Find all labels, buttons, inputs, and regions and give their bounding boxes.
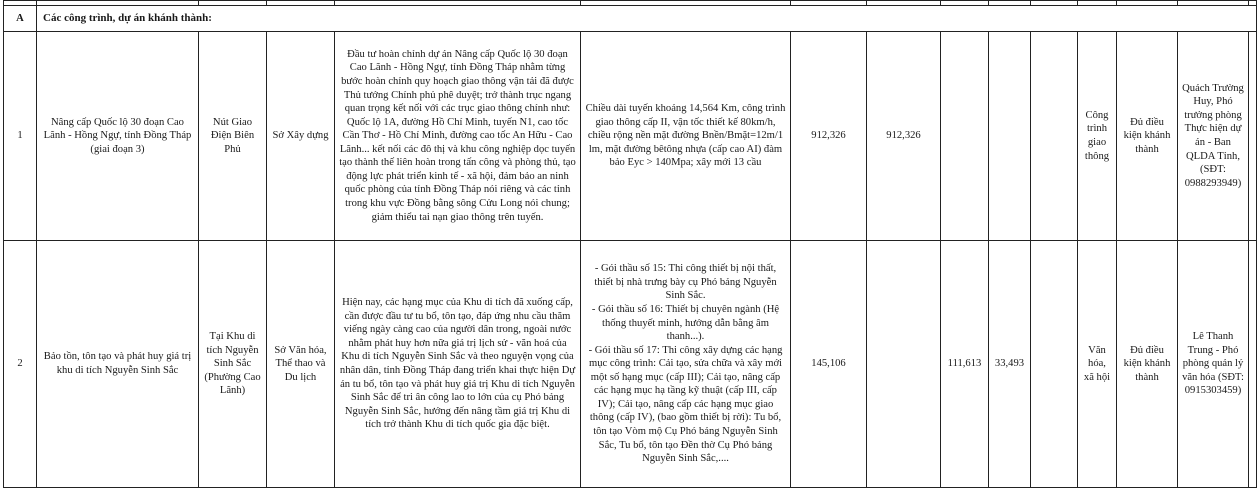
capital-value-5 [1249,32,1257,241]
project-location: Nút Giao Điện Biên Phủ [199,32,267,241]
capital-value-1: 912,326 [867,32,941,241]
package-17-line: - Gói thầu số 17: Thi công xây dựng các hạng mục công trình: Cải tạo, sửa chữa và xây mới một số hạng mục (cấp III); Cải tạo, nâng cấp các hạng mục hạ tầng kỹ thuật (cấp III, cấp IV); Cải tạo, nâng cấp các hạng mục giao thông (cấp IV), (bao gồm thiết bị rời): Tu bổ, tôn tạo Vòm mộ Cụ Phó bảng Nguyễn Sinh Sắc, Tu bổ, tôn tạo Đền thờ Cụ Phó bảng Nguyễn Sinh Sắc,.... [588,344,783,465]
table-row [4,241,1257,488]
projects-table [3,0,1257,488]
project-field: Công trình giao thông [1078,32,1117,241]
contact-person: Lê Thanh Trung - Phó phòng quản lý văn hóa (SĐT: 0915303459) [1178,241,1249,488]
section-header-row [4,6,1257,32]
document-page [3,0,1256,486]
project-name: Bảo tồn, tôn tạo và phát huy giá trị khu di tích Nguyễn Sinh Sắc [37,241,199,488]
project-field: Văn hóa, xã hội [1078,241,1117,488]
section-title: Các công trình, dự án khánh thành: [37,6,1257,32]
package-16-line: - Gói thầu số 16: Thiết bị chuyên ngành (Hệ thống thuyết minh, hướng dẫn bằng âm thanh...). [591,304,780,343]
table-row [4,32,1257,241]
project-status: Đủ điều kiện khánh thành [1117,32,1178,241]
capital-value-2: 111,613 [941,241,989,488]
project-scale: Chiều dài tuyến khoảng 14,564 Km, công trình giao thông cấp II, vận tốc thiết kế 80km/h, chiều rộng nền mặt đường Bnền/Bmặt=12m/1 lm, mặt đường bêtông nhựa (cấp cao AI) đàm bảo Eyc > 140Mpa; xây mới 13 cầu [581,32,791,241]
package-15-line: - Gói thầu số 15: Thi công thiết bị nội thất, thiết bị nhà trưng bày cụ Phó bảng Nguyễn Sinh Sắc. [594,263,777,302]
project-objective: Hiện nay, các hạng mục của Khu di tích đã xuống cấp, cần được đầu tư tu bổ, tôn tạo, đáp ứng nhu cầu thăm viếng ngày càng cao của người dân trong, ngoài nước nhằm phát huy hơn nữa giá trị lịch sử - văn hoá của Khu di tích Nguyễn Sinh Sắc và theo nguyện vọng của nhân dân, tỉnh Đồng Tháp đang triển khai thực hiện Dự án tu bổ, tôn tạo và phát huy giá trị Khu di tích Nguyễn Sinh Sắc để tri ân công lao to lớn của cụ Phó bảng Nguyễn Sinh Sắc, hướng đến nâng tầm giá trị Khu di tích trở thành Khu di tích quốc gia đặc biệt. [335,241,581,488]
contact-person: Quách Trường Huy, Phó trưởng phòng Thực hiện dự án - Ban QLDA Tỉnh, (SĐT: 0988293949) [1178,32,1249,241]
capital-value-1 [867,241,941,488]
managing-agency: Sở Xây dựng [267,32,335,241]
total-investment: 145,106 [791,241,867,488]
project-objective: Đầu tư hoàn chỉnh dự án Nâng cấp Quốc lộ 30 đoạn Cao Lãnh - Hồng Ngự, tỉnh Đồng Tháp nhằm từng bước hoàn chỉnh quy hoạch giao thông vận tải đã được Thủ tướng Chính phủ phê duyệt; trở thành trục ngang quan trọng kết nối với các trục giao thông chính như: Quốc lộ 1A, đường Hồ Chí Minh, tuyến N1, cao tốc Cần Thơ - Hồ Chí Minh, đường cao tốc An Hữu - Cao Lãnh... kết nối các đô thị và khu công nghiệp dọc tuyến tạo thành thế liên hoàn trong tấn công và phòng thủ, tạo động lực phát triển kinh tế - xã hội, đảm bảo an ninh quốc phòng của tỉnh Đồng Tháp nói riêng và các tỉnh trong khu vực Đồng bằng sông Cửu Long nói chung; giảm thiểu tai nạn giao thông trên tuyến. [335,32,581,241]
project-scale [581,241,791,488]
capital-value-3 [989,32,1031,241]
total-investment: 912,326 [791,32,867,241]
project-location: Tại Khu di tích Nguyễn Sinh Sắc (Phường Cao Lãnh) [199,241,267,488]
capital-value-2 [941,32,989,241]
capital-value-4 [1031,241,1078,488]
section-code: A [4,6,37,32]
managing-agency: Sở Văn hóa, Thể thao và Du lịch [267,241,335,488]
capital-value-3: 33,493 [989,241,1031,488]
row-number: 1 [4,32,37,241]
row-number: 2 [4,241,37,488]
project-status: Đủ điều kiện khánh thành [1117,241,1178,488]
project-name: Nâng cấp Quốc lộ 30 đoạn Cao Lãnh - Hồng Ngự, tỉnh Đồng Tháp (giai đoạn 3) [37,32,199,241]
capital-value-4 [1031,32,1078,241]
capital-value-5 [1249,241,1257,488]
